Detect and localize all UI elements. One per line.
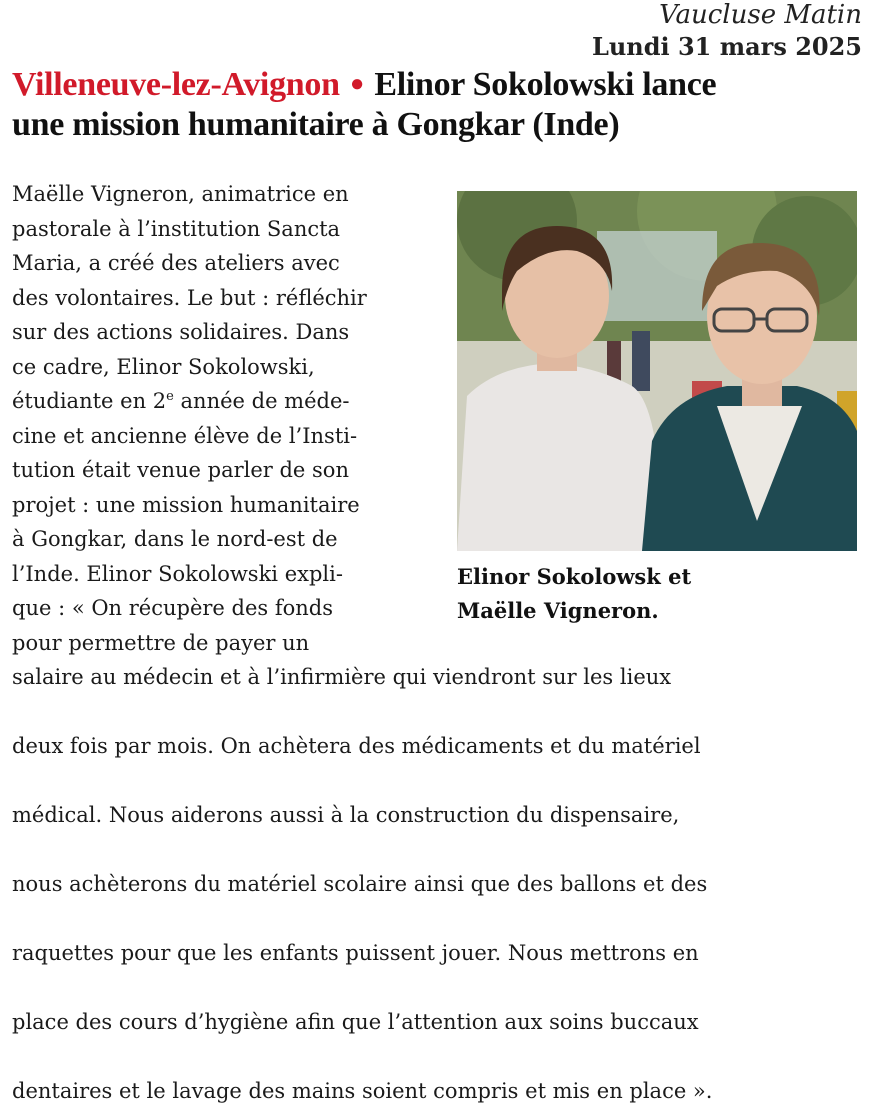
body-line: médical. Nous aiderons aussi à la construction du dispensaire, (12, 803, 680, 827)
caption-line: Elinor Sokolowsk et (457, 564, 692, 589)
body-line: Maria, a créé des ateliers avec (12, 251, 340, 275)
caption-line: Maëlle Vigneron. (457, 598, 659, 623)
body-line: cine et ancienne élève de l’Insti- (12, 423, 358, 448)
body-line: à Gongkar, dans le nord-est de (12, 527, 338, 551)
body-line: Maëlle Vigneron, animatrice en (12, 182, 349, 206)
headline-bullet: ● (349, 71, 365, 97)
article-body-full-width (12, 660, 862, 1109)
photo-illustration (457, 191, 857, 551)
article-photo (457, 191, 857, 551)
body-line: pour permettre de payer un (12, 630, 310, 655)
year-superscript: e (166, 389, 174, 404)
body-line: salaire au médecin et à l’infirmière qui viendront sur les lieux (12, 665, 672, 689)
article-headline (12, 64, 862, 145)
publication-date: Lundi 31 mars 2025 (591, 32, 862, 61)
headline-location: Villeneuve-lez-Avignon (12, 66, 340, 103)
body-line-year (12, 384, 442, 419)
year-prefix: étudiante en 2 (12, 389, 167, 413)
body-line: sur des actions solidaires. Dans (12, 320, 350, 344)
body-line: pastorale à l’institution Sancta (12, 216, 341, 241)
body-line: que : « On récupère des fonds (12, 596, 334, 620)
body-line: place des cours d’hygiène afin que l’attention aux soins buccaux (12, 1010, 699, 1034)
body-line: nous achèterons du matériel scolaire ainsi que des ballons et des (12, 872, 708, 896)
newspaper-name: Vaucluse Matin (659, 0, 862, 30)
body-line: deux fois par mois. On achètera des médicaments et du matériel (12, 734, 701, 758)
body-line: l’Inde. Elinor Sokolowski expli- (12, 561, 343, 586)
body-line: dentaires et le lavage des mains soient compris et mis en place ». (12, 1079, 713, 1103)
article-body-column (12, 177, 442, 660)
headline-title-part2: une mission humanitaire à Gongkar (Inde) (12, 106, 620, 143)
body-line: raquettes pour que les enfants puissent jouer. Nous mettrons en (12, 941, 699, 965)
body-line: ce cadre, Elinor Sokolowski, (12, 354, 315, 379)
body-line: projet : une mission humanitaire (12, 492, 360, 517)
article-paragraph (12, 177, 442, 660)
photo-caption (457, 560, 857, 628)
body-line: tution était venue parler de son (12, 458, 349, 482)
headline-title-part1: Elinor Sokolowski lance (374, 66, 717, 103)
year-suffix: année de méde- (173, 389, 350, 413)
masthead (592, 0, 862, 62)
body-line: des volontaires. Le but : réfléchir (12, 285, 367, 310)
